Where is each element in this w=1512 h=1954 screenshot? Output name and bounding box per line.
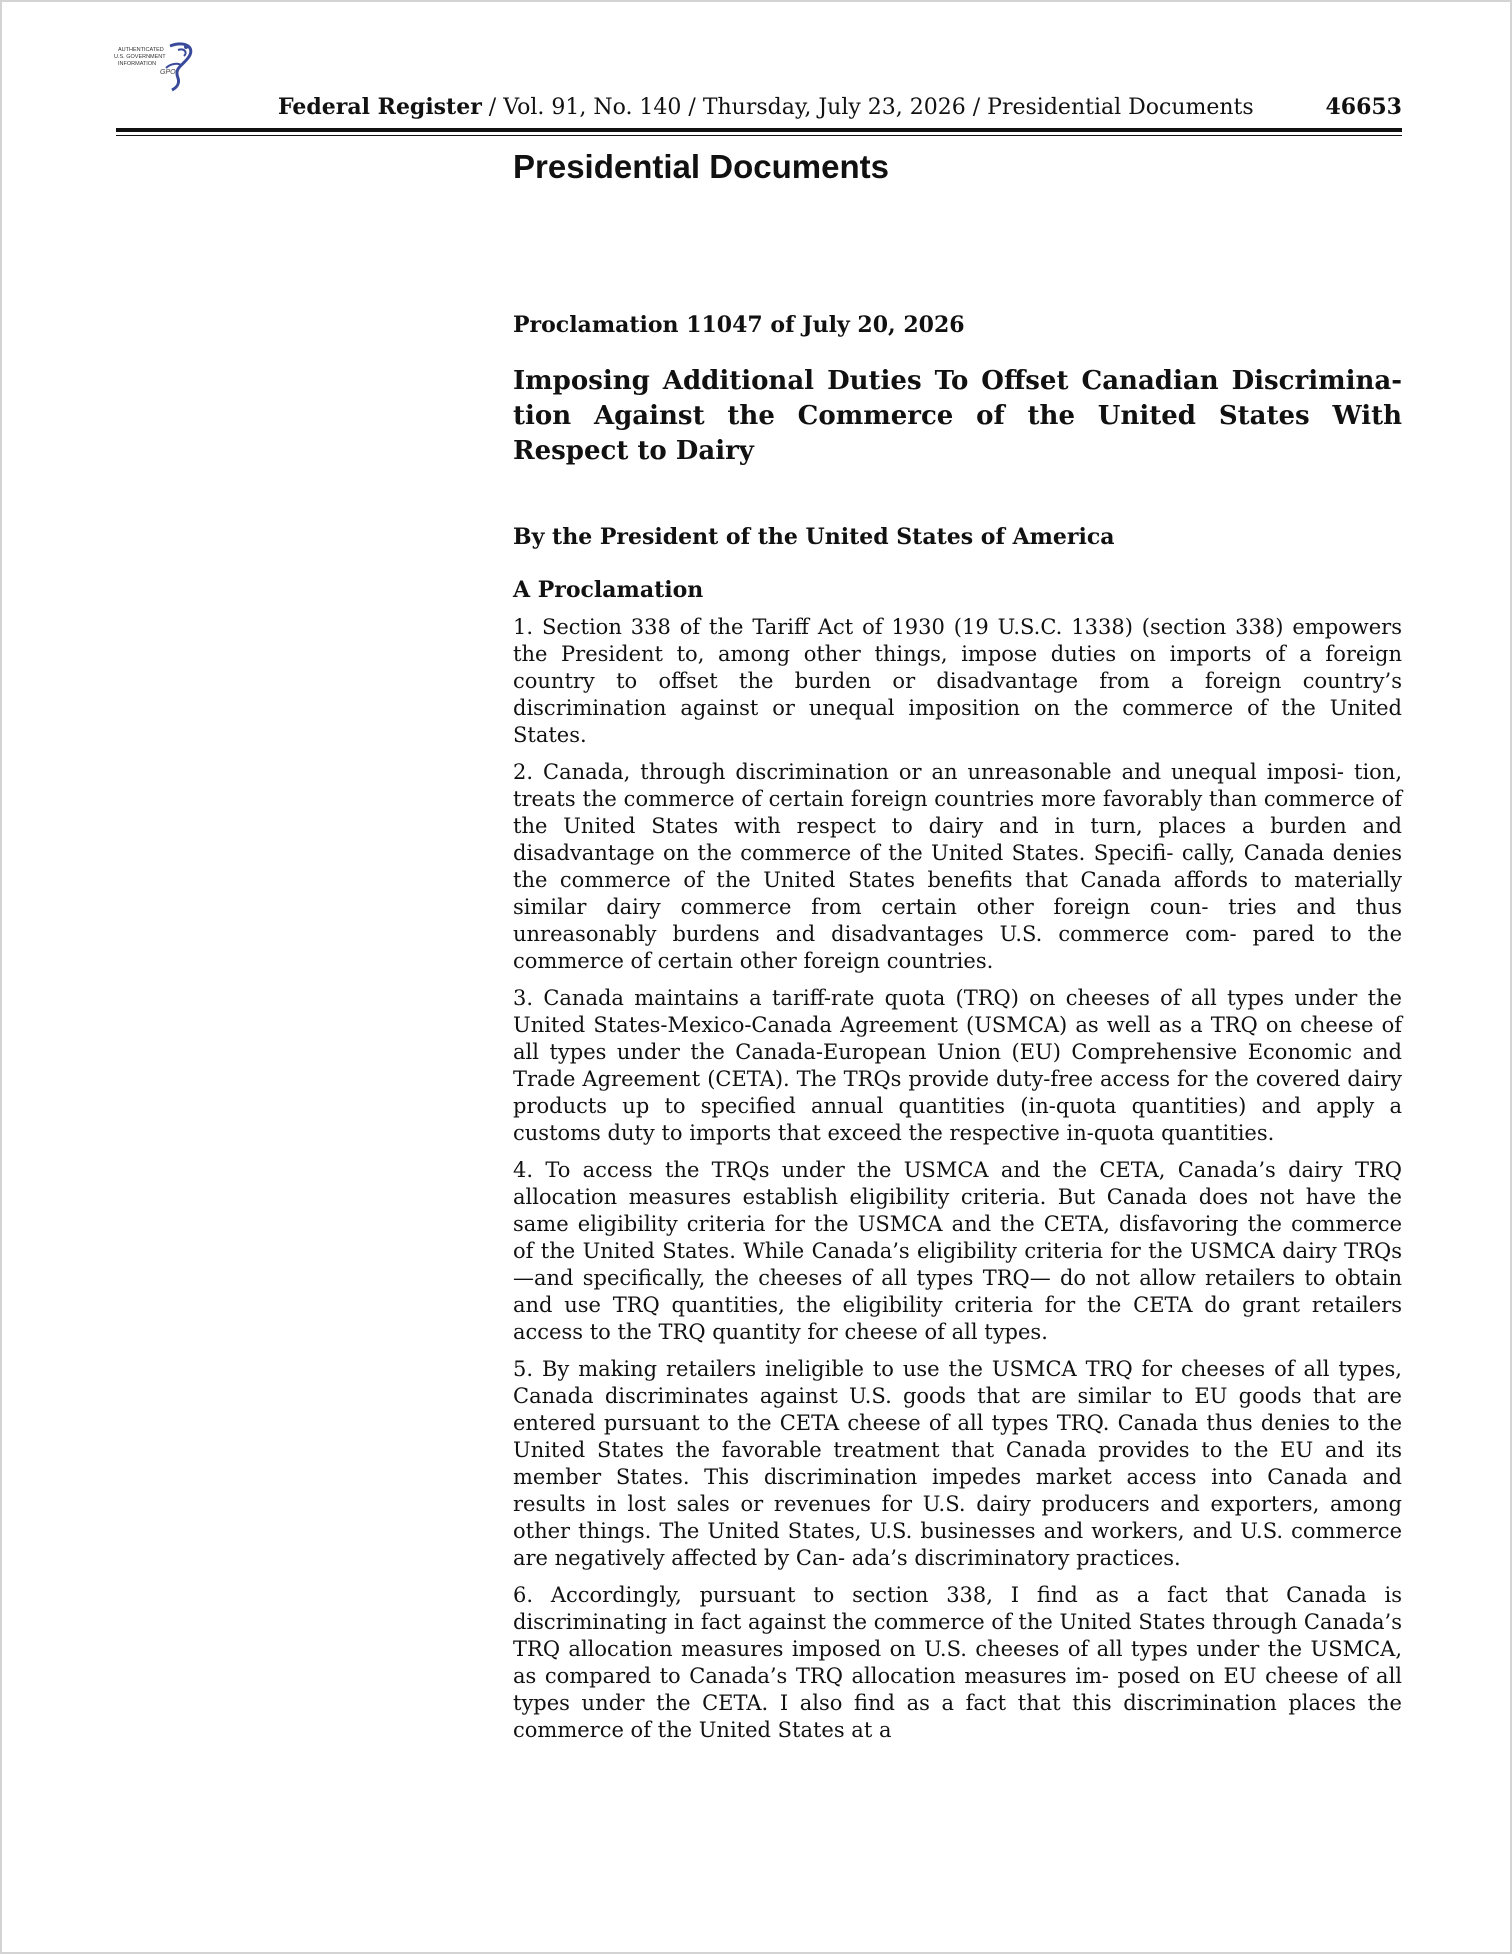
svg-text:U.S. GOVERNMENT: U.S. GOVERNMENT bbox=[114, 54, 166, 60]
proclamation-number: Proclamation 11047 of July 20, 2026 bbox=[513, 312, 965, 338]
proclamation-title: Imposing Additional Duties To Offset Canadian Discrimina- tion Against the Commerce of the United States With Respect to Dairy bbox=[513, 366, 1402, 466]
svg-text:AUTHENTICATED: AUTHENTICATED bbox=[118, 47, 164, 53]
paragraph-4: 4. To access the TRQs under the USMCA and the CETA, Canada’s dairy TRQ allocation measures establish eligibility criteria. But Canada does not have the same eligibility criteria for the USMCA and the CETA, disfavoring the commerce of the United States. While Canada’s eligibility criteria for the USMCA dairy TRQs—and specifically, the cheeses of all types TRQ— do not allow retailers to obtain and use TRQ quantities, the eligibility criteria for the CETA do grant retailers access to the TRQ quantity for cheese of all types. bbox=[513, 1158, 1402, 1344]
journal-name: Federal Register bbox=[278, 94, 482, 120]
svg-text:INFORMATION: INFORMATION bbox=[118, 61, 157, 67]
proclamation-body bbox=[513, 614, 1402, 1742]
proclamation-heading: A Proclamation bbox=[513, 577, 704, 603]
running-header bbox=[278, 94, 1402, 128]
paragraph-2: 2. Canada, through discrimination or an unreasonable and unequal imposi- tion, treats the commerce of certain foreign countries more favorably than commerce of the United States with respect to dairy and in turn, places a burden and disadvantage on the commerce of the United States. Specifi- cally, Canada denies the commerce of the United States benefits that Canada affords to materially similar dairy commerce from certain other foreign coun- tries and thus unreasonably burdens and disadvantages U.S. commerce com- pared to the commerce of certain other foreign countries. bbox=[513, 760, 1402, 973]
page-number: 46653 bbox=[1325, 94, 1402, 120]
header-rule-thin bbox=[116, 135, 1402, 136]
paragraph-5: 5. By making retailers ineligible to use the USMCA TRQ for cheeses of all types, Canada discriminates against U.S. goods that are similar to EU goods that are entered pursuant to the CETA cheese of all types TRQ. Canada thus denies to the United States the favorable treatment that Canada provides to the EU and its member States. This discrimination impedes market access into Canada and results in lost sales or revenues for U.S. dairy producers and exporters, among other things. The United States, U.S. businesses and workers, and U.S. commerce are negatively affected by Can- ada’s discriminatory practices. bbox=[513, 1357, 1402, 1570]
by-line: By the President of the United States of America bbox=[513, 524, 1115, 550]
paragraph-1: 1. Section 338 of the Tariff Act of 1930 (19 U.S.C. 1338) (section 338) empowers the President to, among other things, impose duties on imports of a foreign country to offset the burden or disadvantage from a foreign country’s discrimination against or unequal imposition on the commerce of the United States. bbox=[513, 615, 1402, 747]
issue-date: Thursday, July 23, 2026 bbox=[702, 95, 966, 120]
header-citation: Federal Register / Vol. 91, No. 140 / Thursday, July 23, 2026 / Presidential Documents bbox=[278, 94, 1254, 120]
document-page bbox=[8, 8, 1504, 1946]
issue-info: Vol. 91, No. 140 bbox=[503, 95, 682, 120]
section-title: Presidential Documents bbox=[513, 148, 889, 185]
header-rule-thick bbox=[116, 128, 1402, 132]
svg-text:GPO: GPO bbox=[160, 69, 176, 76]
paragraph-6: 6. Accordingly, pursuant to section 338, I find as a fact that Canada is discriminating in fact against the commerce of the United States through Canada’s TRQ allocation measures imposed on U.S. cheeses of all types under the USMCA, as compared to Canada’s TRQ allocation measures im- posed on EU cheese of all types under the CETA. I also find as a fact that this discrimination places the commerce of the United States at a bbox=[513, 1583, 1402, 1742]
paragraph-3: 3. Canada maintains a tariff-rate quota (TRQ) on cheeses of all types under the United States-Mexico-Canada Agreement (USMCA) as well as a TRQ on cheese of all types under the Canada-European Union (EU) Comprehensive Economic and Trade Agreement (CETA). The TRQs provide duty-free access for the covered dairy products up to specified annual quantities (in-quota quantities) and apply a customs duty to imports that exceed the respective in-quota quantities. bbox=[513, 986, 1402, 1145]
header-section: Presidential Documents bbox=[987, 95, 1254, 120]
gpo-authenticated-logo bbox=[108, 38, 218, 98]
